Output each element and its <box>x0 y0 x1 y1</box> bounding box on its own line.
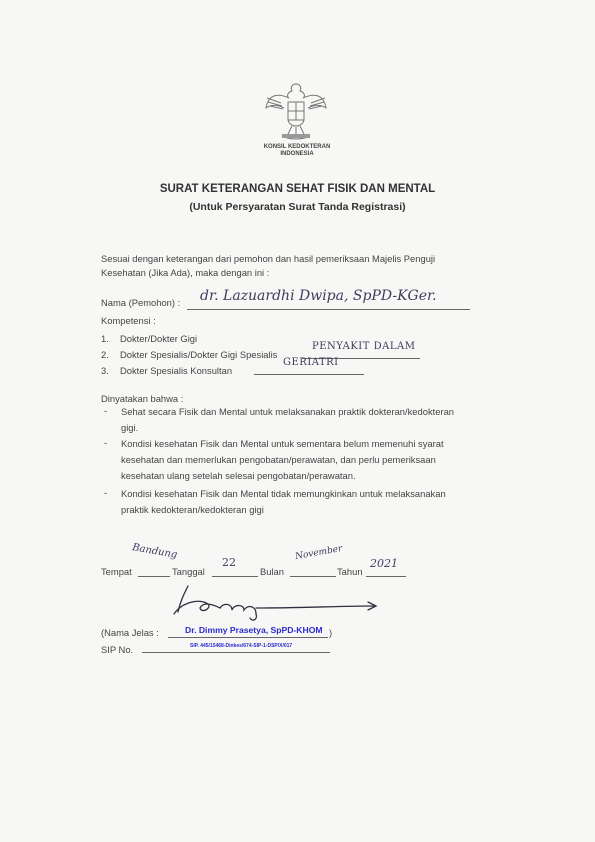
signer-close-paren: ) <box>329 627 333 638</box>
competency-item-1-label: Dokter/Dokter Gigi <box>120 333 198 344</box>
applicant-name-value: dr. Lazuardhi Dwipa, SpPD-KGer. <box>200 288 437 304</box>
bullet-1-line-1: Sehat secara Fisik dan Mental untuk melaksanakan praktik dokteran/kedokteran <box>121 406 454 417</box>
bullet-3-line-2: praktik kedokteran/kedokteran gigi <box>121 504 264 515</box>
competency-item-2-num: 2. <box>101 349 109 360</box>
place-label: Tempat <box>101 566 132 577</box>
bullet-3-dash: - <box>104 487 108 498</box>
year-value: 2021 <box>370 557 398 570</box>
bullet-2-line-1: Kondisi kesehatan Fisik dan Mental untuk sementara belum memenuhi syarat <box>121 438 444 449</box>
specialist-value: PENYAKIT DALAM <box>312 341 416 352</box>
date-label: Tanggal <box>172 566 205 577</box>
bullet-2-line-2: kesehatan dan memerlukan pengobatan/perawatan, dan perlu pemeriksaan <box>121 454 436 465</box>
month-value: November <box>294 543 344 563</box>
competency-item-2-label: Dokter Spesialis/Dokter Gigi Spesialis <box>120 349 278 360</box>
bullet-2-line-3: kesehatan ulang setelah selesai pengobatan/perawatan. <box>121 470 356 481</box>
bullet-1-dash: - <box>104 405 108 416</box>
date-value: 22 <box>222 556 236 569</box>
bullet-1-line-2: gigi. <box>121 422 139 433</box>
competency-item-3-num: 3. <box>101 365 109 376</box>
applicant-name-label: Nama (Pemohon) : <box>101 297 181 308</box>
signature-mark <box>160 584 390 624</box>
place-underline <box>138 576 170 577</box>
consultant-value: GERIATRI <box>283 357 339 368</box>
signer-name-underline <box>168 637 328 638</box>
signer-name-label: (Nama Jelas : <box>101 627 159 638</box>
sip-underline <box>142 652 330 653</box>
bullet-2-dash: - <box>104 437 108 448</box>
statement-label: Dinyatakan bahwa : <box>101 393 184 404</box>
name-underline <box>187 309 470 310</box>
place-value: Bandung <box>131 542 179 561</box>
intro-line-1: Sesuai dengan keterangan dari pemohon dan hasil pemeriksaan Majelis Penguji <box>101 253 436 264</box>
signer-name-stamp: Dr. Dimmy Prasetya, SpPD-KHOM <box>185 625 323 635</box>
consultant-underline <box>254 374 364 375</box>
competency-item-1-num: 1. <box>101 333 109 344</box>
date-underline <box>212 576 258 577</box>
bullet-3-line-1: Kondisi kesehatan Fisik dan Mental tidak memungkinkan untuk melaksanakan <box>121 488 446 499</box>
org-name-line1: KONSIL KEDOKTERAN <box>263 144 331 150</box>
year-label: Tahun <box>337 566 363 577</box>
month-label: Bulan <box>260 566 284 577</box>
year-underline <box>366 576 406 577</box>
document-subtitle: (Untuk Persyaratan Surat Tanda Registrasi) <box>189 201 406 213</box>
month-underline <box>290 576 336 577</box>
competency-label: Kompetensi : <box>101 315 156 326</box>
intro-line-2: Kesehatan (Jika Ada), maka dengan ini : <box>101 267 270 278</box>
sip-number-stamp: SIP. 445/15468-Dinkes/674-SIP-1-DSP/X/017 <box>190 643 293 649</box>
org-name-line2: INDONESIA <box>280 151 314 157</box>
document-title: SURAT KETERANGAN SEHAT FISIK DAN MENTAL <box>159 183 436 195</box>
sip-label: SIP No. <box>101 644 134 655</box>
competency-item-3-label: Dokter Spesialis Konsultan <box>120 365 233 376</box>
garuda-emblem-icon <box>262 78 330 144</box>
